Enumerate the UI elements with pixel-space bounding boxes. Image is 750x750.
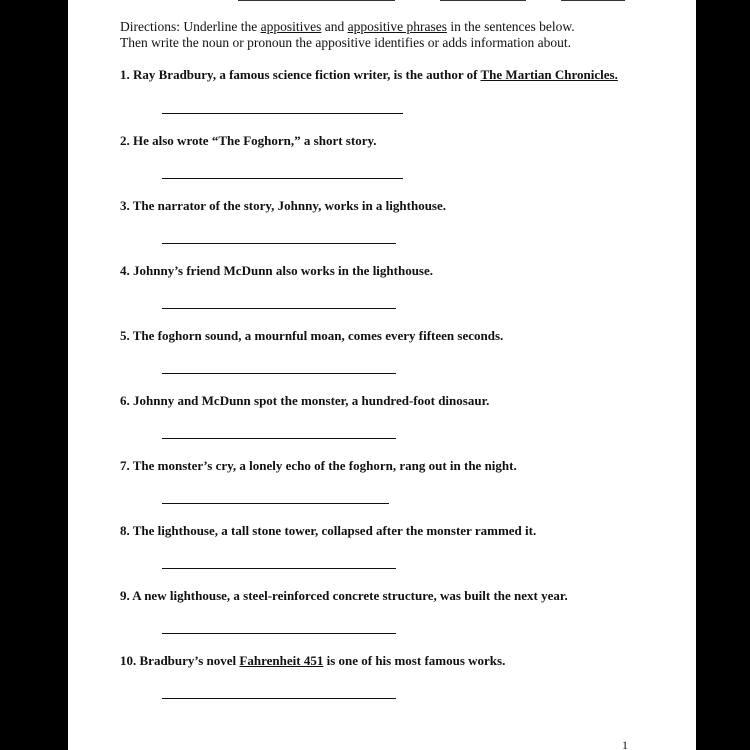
question-7 bbox=[120, 458, 640, 474]
question-8 bbox=[120, 523, 640, 539]
top-rule bbox=[561, 0, 625, 1]
answer-line-10[interactable] bbox=[162, 698, 396, 699]
question-text: 1. Ray Bradbury, a famous science fiction writer, is the author of bbox=[120, 67, 481, 82]
question-title: Fahrenheit 451 bbox=[239, 653, 324, 668]
answer-line-7[interactable] bbox=[162, 503, 389, 504]
answer-line-8[interactable] bbox=[162, 568, 396, 569]
question-1 bbox=[120, 67, 640, 83]
answer-line-2[interactable] bbox=[162, 178, 403, 179]
question-text: 7. The monster’s cry, a lonely echo of the foghorn, rang out in the night. bbox=[120, 458, 517, 473]
answer-line-1[interactable] bbox=[162, 113, 403, 114]
directions-text: Directions: Underline the bbox=[120, 19, 261, 34]
page-number: 1 bbox=[622, 738, 628, 750]
question-4 bbox=[120, 263, 640, 279]
question-10 bbox=[120, 653, 640, 669]
directions-underlined-term: appositive phrases bbox=[347, 19, 447, 34]
question-text: 5. The foghorn sound, a mournful moan, comes every fifteen seconds. bbox=[120, 328, 504, 343]
directions-line-2: Then write the noun or pronoun the appositive identifies or adds information about. bbox=[120, 35, 572, 50]
question-text: 8. The lighthouse, a tall stone tower, collapsed after the monster rammed it. bbox=[120, 523, 537, 538]
question-text: is one of his most famous works. bbox=[323, 653, 506, 668]
question-3 bbox=[120, 198, 640, 214]
question-text: 6. Johnny and McDunn spot the monster, a hundred-foot dinosaur. bbox=[120, 393, 490, 408]
question-5 bbox=[120, 328, 640, 344]
answer-line-9[interactable] bbox=[162, 633, 396, 634]
question-2 bbox=[120, 133, 640, 149]
top-rule bbox=[238, 0, 395, 1]
worksheet-page bbox=[68, 0, 696, 750]
answer-line-4[interactable] bbox=[162, 308, 396, 309]
directions bbox=[120, 19, 640, 51]
top-rule bbox=[440, 0, 526, 1]
question-text: 10. Bradbury’s novel bbox=[120, 653, 240, 668]
question-text: 9. A new lighthouse, a steel-reinforced concrete structure, was built the next year. bbox=[120, 588, 568, 603]
directions-underlined-term: appositives bbox=[260, 19, 322, 34]
question-text: 2. He also wrote “The Foghorn,” a short story. bbox=[120, 133, 377, 148]
question-6 bbox=[120, 393, 640, 409]
question-9 bbox=[120, 588, 640, 604]
answer-line-5[interactable] bbox=[162, 373, 396, 374]
question-text: 4. Johnny’s friend McDunn also works in the lighthouse. bbox=[120, 263, 434, 278]
directions-text: in the sentences below. bbox=[446, 19, 575, 34]
directions-text: and bbox=[321, 19, 348, 34]
question-text: 3. The narrator of the story, Johnny, works in a lighthouse. bbox=[120, 198, 447, 213]
answer-line-6[interactable] bbox=[162, 438, 396, 439]
answer-line-3[interactable] bbox=[162, 243, 396, 244]
question-title: The Martian Chronicles. bbox=[480, 67, 618, 82]
directions-line-1 bbox=[120, 19, 640, 35]
